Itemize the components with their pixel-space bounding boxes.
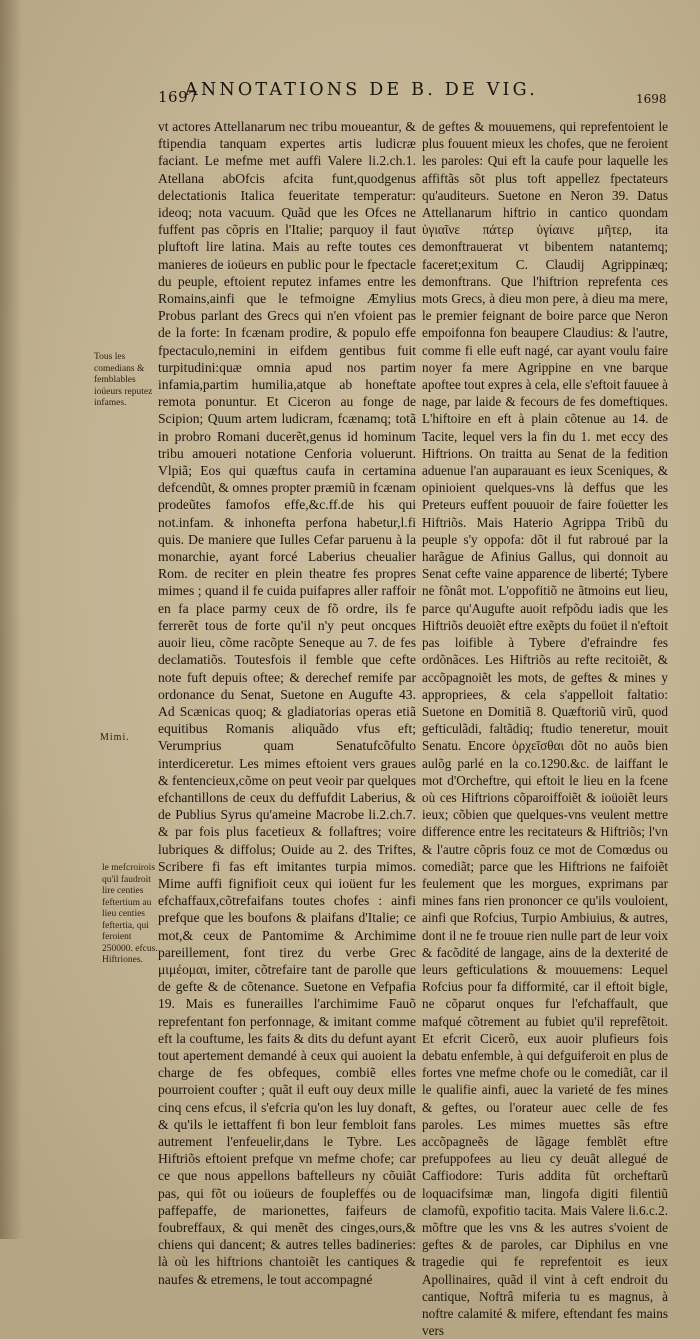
left-text-column xyxy=(158,118,416,1287)
gutter-shadow xyxy=(0,0,22,1239)
running-title: ANNOTATIONS DE B. DE VIG. xyxy=(185,80,538,100)
page-number-left: 1697 xyxy=(158,88,199,106)
margin-note-comedians: Tous les comedians & femblables ioüeurs reputez infames. xyxy=(94,352,153,408)
right-column-text: de geftes & mouuemens, qui reprefentoient le plus fouuent mieux les chofes, que ne feroient les paroles: Qui eft la caufe pour laquelle les affiftãs sõt plus toft appellez fpectateurs qu'auditeurs. Suetone en Neron 39. Datus Attellanarum hiftrio in cantico quondam ὑγιαῖνε πάτερ ὑγίαινε μῆτερ, ita demonftrauerat vt bibentem natantemq; faceret;exitum C. Claudij Agrippinæq; demonftrans. Que l'hiftrion reprefenta ces mots Grecs, à dieu mon pere, à dieu ma mere, le premier feignant de boire parce que Neron empoifonna fon beaupere Claudius: & l'autre, comme fi elle euft nagé, car ayant voulu faire noyer fa mere Agrippine en vne barque apoftee tout expres à cela, elle s'eftoit fauuee à nage, par laide & fecours de fes domeftiques. L'hiftoire en eft à plain cõtenue au 14. de Tacite, lequel vers la fin du 1. met eccy des Hiftrions. On traitta au Senat de la fedition aduenue l'an auparauant es ieux Sceniques, & opinioient quelques-vns là deffus que les Preteurs euffent pouuoir de faire foüetter les Hiftriõs. Mais Haterio Agrippa Tribũ du peuple s'y oppofa: dõt il fut rabroué par la harãgue de Afinius Gallus, qui donnoit au Senat cefte vaine apparence de liberté; Tybere ne fõnât mot. L'oppofitiõ ne ãtmoins eut lieu, parce qu'Augufte auoit refpõdu iadis que les Hiftriõs deuoiẽt eftre exẽpts du foüet il n'eftoit pas loifible à Tybere d'efraindre fes ordõnãces. Les Hiftriõs au refte recitoiẽt, & accõpagnoiẽt les mots, de geftes & mines y appropriees, & cela s'appelloit faltatio: Suetone en Domitiã 8. Quæftoriũ virũ, quod gefticulãdi, faltãdiq; ftudio teneretur, mouit Senatu. Encore ὀρχεῖσθαι dõt no auõs bien aulõg parlé en la co.1290.&c. de laiffant le mot d'Orcheftre, qui eftoit le lieu en la fcene où ces Hiftrions cõparoiffoiẽt & ioüoiẽt leurs ieux; cõbien que quelques-vns veulent mettre difference entre les recitateurs & Hiftriõs; l'vn & l'autre cõpris fouz ce mot de Comœdus ou comediãt; parce que les Hiftrions ne faifoiẽt feulement que les morgues, exprimans par mines fans rien prononcer ce qu'ils vouloient, ainfi que Rofcius, Turpio Ambiuius, & autres, dont il ne fe trouue rien nulle part de leur voix & facõdité de langage, ains de la dexterité de leurs gefticulations & mouuemens: Lequel Rofcius pour fa difformité, car il eftoit bigle, ne cõparut onques fur l'efchaffault, que mafqué cõtrement au fubiet qu'il reprefẽtoit. Et efcrit Cicerõ, eux auoir plufieurs fois debatu enfemble, à qui defguiferoit en plus de fortes vne mefme chofe ou le comediãt, car il le qualifie ainfi, auec la varieté de fes mines & geftes, ou l'orateur auec celle de fes paroles. Les mimes muettes sãs eftre accõpagneẽs de lãgage femblẽt eftre prefuppofees au lieu cy deuãt allegué de Caffiodore: Turis addita fũt orcheftarũ loquacifsimæ man, lingofa digiti filentiũ clamofũ, expofitio tacita. Mais Valere li.6.c.2. mõftre que les vns & les autres s'voient de geftes & de paroles, car Diphilus en vne tragedie qui fe reprefentoit es ieux Apollinaires, quãd il vint à ceft endroit du cantique, Noftrâ miferia tu es magnus, à noftre calamité & mifere, eftendant fes mains vers xyxy=(422,119,668,1339)
left-column-text: vt actores Attellanarum nec tribu moueantur, & ftipendia tanquam expertes artis ludicræ faciant. Le mefme met auffi Valere li.2.ch.1. Atellana abOfcis afcita funt,quodgenus delectationis Italica feueritate temperatur: ideoq; nota vacuum. Quãd que les Ofces ne fuffent pas cõpris en l'Italie; parquoy il faut pluftoft lire latina. Mais au refte toutes ces manieres de ioüeurs en public pour le fpectacle du peuple, eftoient reputez infames entre les Romains,ainfi que le tefmoigne Æmylius Probus parlant des Grecs qui n'en vfoient pas de la forte: In fcænam prodire, & populo effe fpectaculo,nemini in eifdem gentibus fuit turpitudini:quæ omnia apud nos partim infamia,partim humilia,atque ab honeftate remota ponuntur. Et Ciceron au fonge de Scipion; Quum artem ludicram, fcænamq; totã in probro Romani ducerẽt,genus id hominum tribu amoueri notatione Cenforia voluerunt. Vlpiã; Eos qui quæftus caufa in certamina defcendũt, & omnes propter præmiũ in fcænam prodeũtes famofos effe,&c.ff.de his qui not.infam. & inhonefta perfona habetur,l.fi quis. De maniere que Iulles Cefar paruenu à la monarchie, ayant forcé Laberius cheualier Rom. de reciter en plein theatre fes propres mimes ; quand il fe cuida puifapres aller raffoir en fa place parmy ceux de fõ ordre, ils fe ferrerẽt tous de forte qu'il n'y peut oncques auoir lieu, cõme racõpte Seneque au 7. de fes declamatiõs. Toutesfois il femble que cefte note fuft depuis oftee; & derechef remife par ordonance du Senat, Suetone en Augufte 43. Ad Scænicas quoq; & gladiatorias operas etiã equitibus Romanis aliquãdo vfus eft; Verumprius quam Senatufcõfulto interdiceretur. Les mimes eftoient vers graues & fentencieux,cõme on peut veoir par quelques efchantillons de ceux du deffufdit Laberius, & de Publius Syrus qu'ameine Macrobe li.2.ch.7. & par fois plus facetieux & follaftres; voire lubriques & diffolus; Ouide au 2. des Triftes, Scribere fi fas eft imitantes turpia mimos. Mime auffi fignifioit ceux qui ioüent fur les efchaffaux,cõtrefaifans toutes chofes : ainfi prefque que les boufons & plaifans d'Italie; ce mot,& ceux de Pantomime & Archimime pareillement, font tirez du verbe Grec μιμέομαι, imiter, cõtrefaire tant de parolle que de gefte & de cõtenance. Suetone en Vefpafia 19. Mais es funerailles l'archimime Fauõ reprefentant fon perfonnage, & imitant comme eft la couftume, les faits & dits du defunt ayant tout apertement demandé à ceux qui auoient la charge de fes obfeques, combiẽ elles pourroient coufter ; quãt il euft ouy deux mille cinq cens efcus, il s'efcria qu'on les luy donaft, & qu'ils le iettaffent fi bon leur fembloit fans autrement l'enfeuelir,dans le Tybre. Les Hiftriõs eftoient prefque vn mefme chofe; car ce que nous appellons baftelleurs ny cõuiãt pas, qui fõt ou ioüeurs de foupleffes ou de paffepaffe, de marionettes, faifeurs de foubreffaux, & qui menẽt des cinges,ours,& chiens qui dancent; & autres telles badineries: là où les hiftrions chantoiẽt les cantiques & naufes & etremens, le tout accompagné xyxy=(158,119,416,1287)
page-header xyxy=(0,80,700,110)
margin-note-sestertii: le mefcroirois qu'il faudroit lire centies feftertium au lieu centies feftertia, qui feroient 250000. efcus. Hiftriones. xyxy=(102,863,158,965)
margin-note-mimi: Mimi. xyxy=(100,732,130,743)
right-text-column xyxy=(422,118,668,1339)
page-number-right: 1698 xyxy=(636,92,667,106)
